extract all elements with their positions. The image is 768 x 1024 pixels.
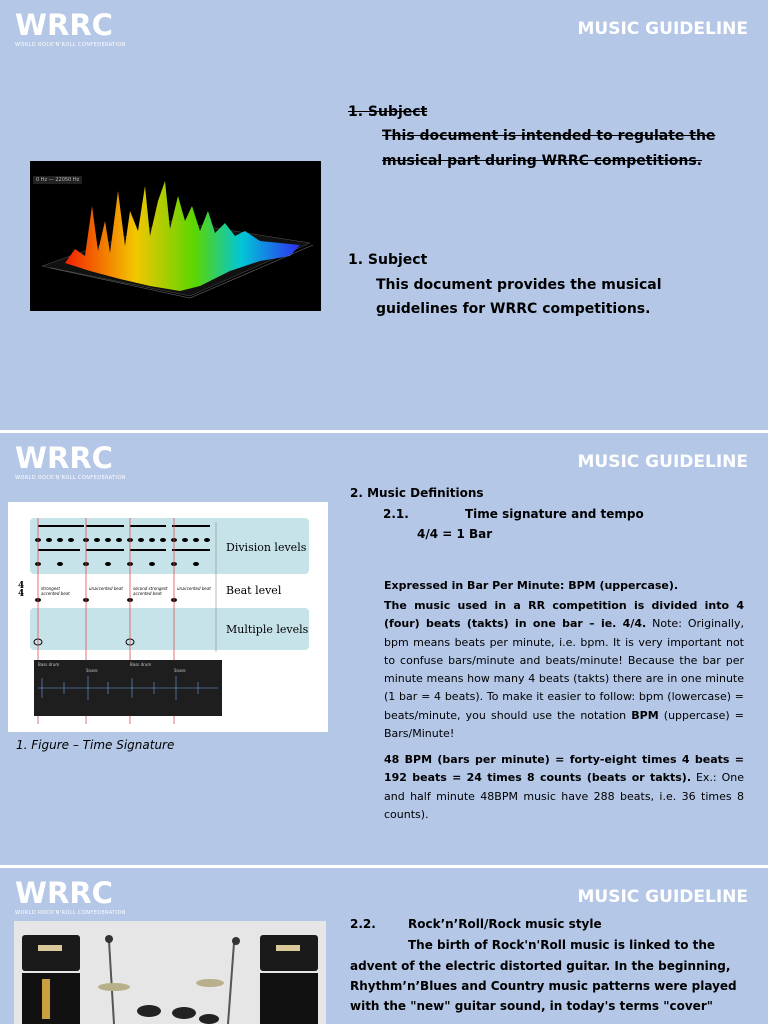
beat-level-label: Beat level bbox=[226, 584, 282, 597]
logo-tagline: WORLD ROCK'N'ROLL CONFEDERATION bbox=[15, 910, 126, 916]
body-line-1: The birth of Rock'n'Roll music is linked to the bbox=[408, 938, 716, 952]
example-paragraph: 48 BPM (bars per minute) = forty-eight times 4 beats = 192 beats = 24 times 8 counts (beats or takts). Ex.: One and half minute 48BPM music have 288 beats, i.e. 36 times 8 counts). bbox=[384, 753, 744, 821]
wave-label: Snare bbox=[86, 668, 98, 673]
subject-heading: 1. Subject bbox=[348, 252, 428, 268]
spectrogram-plot bbox=[30, 161, 321, 311]
time-signature-diagram bbox=[8, 502, 328, 732]
wave-label: Bass drum bbox=[130, 662, 152, 667]
body-line-4: with the "new" guitar sound, in today's terms "cover" bbox=[350, 999, 713, 1013]
beat-label: second strongest accented beat bbox=[133, 586, 168, 596]
beat-label: unaccented beat bbox=[177, 586, 211, 591]
old-subject-line-1: This document is intended to regulate the bbox=[382, 128, 716, 144]
subsection-title: Rock’n’Roll/Rock music style bbox=[408, 917, 602, 931]
wrrc-logo bbox=[15, 10, 126, 48]
definition-paragraph: The music used in a RR competition is divided into 4 (four) beats (takts) in one bar – ie. 4/4. Note: Originally, bpm means beats per minute, i.e. bpm. It is very important not to confuse bars/minute and beats/minute! Because the bar per minute means how many 4 beats (takts) there are in one minute (1 bar = 4 beats). To make it easier to follow: bpm (lowercase) = beats/minute, you should use the notation BPM (uppercase) = Bars/Minute! bbox=[384, 599, 744, 741]
wave-label: Snare bbox=[174, 668, 186, 673]
header-title: MUSIC GUIDELINE bbox=[577, 452, 748, 472]
bar-ratio: 4/4 = 1 Bar bbox=[417, 527, 493, 541]
slide-2 bbox=[0, 433, 768, 865]
logo-mark: WRRC bbox=[15, 876, 113, 910]
band-equipment-image bbox=[14, 921, 326, 1024]
bpm-expression: Expressed in Bar Per Minute: BPM (uppercase). bbox=[384, 579, 679, 592]
beat-label: strongest accented beat bbox=[41, 586, 70, 596]
beat-label: unaccented beat bbox=[89, 586, 123, 591]
band-equipment-drawing bbox=[14, 921, 326, 1024]
spectrogram-label: 0 Hz — 22050 Hz bbox=[33, 176, 82, 184]
division-levels-label: Division levels bbox=[226, 541, 307, 554]
slide-1 bbox=[0, 0, 768, 430]
figure-caption: 1. Figure – Time Signature bbox=[16, 738, 175, 752]
body-line-2: advent of the electric distorted guitar. In the beginning, bbox=[350, 959, 731, 973]
wave-label: Bass drum bbox=[38, 662, 60, 667]
header-title: MUSIC GUIDELINE bbox=[577, 19, 748, 39]
section-heading: 2. Music Definitions bbox=[350, 486, 484, 500]
subsection-title: Time signature and tempo bbox=[465, 507, 644, 521]
time-signature-bottom: 4 bbox=[18, 589, 25, 599]
old-subject-heading: 1. Subject bbox=[348, 104, 428, 120]
wrrc-logo bbox=[15, 878, 126, 916]
spectrogram-image bbox=[30, 161, 321, 311]
body-line-3: Rhythm’n’Blues and Country music patterns were played bbox=[350, 979, 737, 993]
old-subject-line-2: musical part during WRRC competitions. bbox=[382, 153, 702, 169]
multiple-levels-label: Multiple levels bbox=[226, 623, 309, 636]
logo-mark: WRRC bbox=[15, 8, 113, 42]
logo-tagline: WORLD ROCK'N'ROLL CONFEDERATION bbox=[15, 475, 126, 481]
logo-tagline: WORLD ROCK'N'ROLL CONFEDERATION bbox=[15, 42, 126, 48]
slide-3 bbox=[0, 868, 768, 1024]
subject-line-1: This document provides the musical bbox=[376, 277, 662, 293]
wrrc-logo bbox=[15, 443, 126, 481]
time-signature-top: 4 bbox=[18, 581, 25, 591]
subsection-number: 2.2. bbox=[350, 917, 376, 931]
time-signature-figure bbox=[8, 502, 328, 732]
subject-line-2: guidelines for WRRC competitions. bbox=[376, 301, 651, 317]
header-title: MUSIC GUIDELINE bbox=[577, 887, 748, 907]
logo-mark: WRRC bbox=[15, 441, 113, 475]
subsection-number: 2.1. bbox=[383, 507, 409, 521]
